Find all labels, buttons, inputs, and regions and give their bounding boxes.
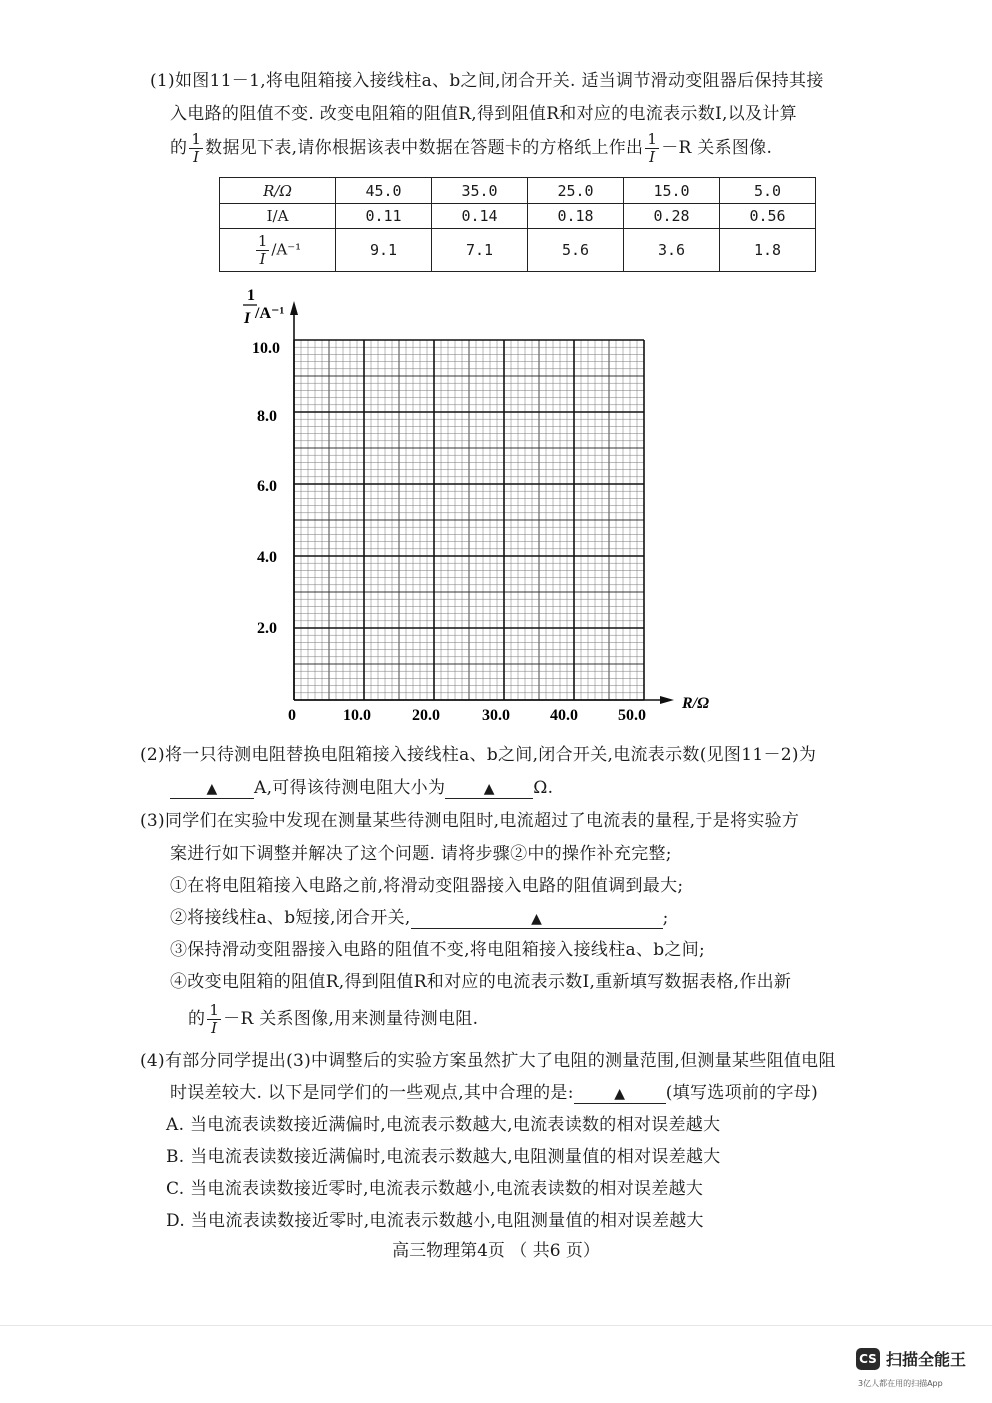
- fraction-one-over-i: $\frac{1}{I}$: [647, 130, 658, 166]
- x-tick-label: 50.0: [618, 707, 646, 724]
- table-cell: 0.11: [336, 204, 432, 229]
- table-cell: 0.18: [528, 204, 624, 229]
- y-tick-label: 10.0: [252, 340, 280, 357]
- table-cell: 9.1: [336, 229, 432, 272]
- answer-blank-current[interactable]: [170, 778, 254, 799]
- answer-blank-choice[interactable]: [574, 1083, 666, 1104]
- q2-line-2-text: A,可得该待测电阻大小为: [254, 778, 446, 798]
- q1-line-3-mid: 数据见下表,请你根据该表中数据在答题卡的方格纸上作出: [205, 138, 644, 158]
- table-cell: 5.6: [528, 229, 624, 272]
- q1-line-3-pre: 的: [170, 138, 188, 158]
- q3-step-2: [170, 903, 669, 929]
- table-cell: 5.0: [720, 178, 816, 204]
- table-cell: 25.0: [528, 178, 624, 204]
- fraction-one-over-i: $\frac{1}{I}$: [209, 1001, 220, 1037]
- q3-step-2-end: ;: [662, 908, 669, 928]
- watermark-name: 扫描全能王: [886, 1350, 967, 1369]
- watermark-tagline: 3亿人都在用的扫描App: [858, 1379, 943, 1388]
- x-axis-label: R/Ω: [682, 695, 710, 712]
- fine-grid: [294, 340, 644, 700]
- y-tick-label: 2.0: [257, 620, 277, 637]
- x-tick-label: 20.0: [412, 707, 440, 724]
- q4-line-2: 时误差较大. 以下是同学们的一些观点,其中合理的是: ▲ (填写选项前的字母): [170, 1083, 819, 1103]
- graph-paper: [230, 285, 730, 730]
- q1-line-3-post: －R 关系图像.: [661, 138, 773, 158]
- q3-line-1: (3)同学们在实验中发现在测量某些待测电阻时,电流超过了电流表的量程,于是将实验方: [140, 811, 800, 831]
- y-axis-arrow-icon: [290, 301, 298, 315]
- row-header-inverse-i: $\frac{1}{I}$ /A⁻¹: [220, 229, 336, 272]
- table-row: [220, 204, 816, 229]
- page-footer: 高三物理第4页 （ 共6 页）: [392, 1241, 600, 1261]
- scanner-watermark: [856, 1347, 966, 1370]
- page-bottom-divider: [0, 1325, 992, 1326]
- q1-line-2: 入电路的阻值不变. 改变电阻箱的阻值R,得到阻值R和对应的电流表示数I,以及计算: [170, 104, 797, 124]
- y-axis-label-unit: /A⁻¹: [255, 305, 285, 322]
- table-cell: 15.0: [624, 178, 720, 204]
- y-axis-label-den: I: [244, 310, 251, 327]
- option-c: C. 当电流表读数接近零时,电流表示数越小,电流表读数的相对误差越大: [166, 1179, 704, 1199]
- q3-step-4b: 的 $\frac{1}{I}$ －R 关系图像,用来测量待测电阻.: [188, 1001, 479, 1037]
- x-tick-label: 40.0: [550, 707, 578, 724]
- table-row: [220, 178, 816, 204]
- y-tick-label: 4.0: [257, 549, 277, 566]
- y-axis-label-num: 1: [247, 287, 255, 304]
- x-tick-label: 30.0: [482, 707, 510, 724]
- x-tick-label: 0: [288, 707, 296, 724]
- answer-marker-icon: ▲: [614, 1086, 626, 1102]
- option-d: D. 当电流表读数接近零时,电流表示数越小,电阻测量值的相对误差越大: [166, 1211, 704, 1231]
- data-table: [219, 177, 816, 272]
- q2-line-2-unit: Ω.: [533, 778, 554, 798]
- x-axis-arrow-icon: [660, 696, 674, 704]
- x-tick-label: 10.0: [343, 707, 371, 724]
- camscanner-logo-icon: CS: [856, 1348, 880, 1370]
- fraction-one-over-i: $\frac{1}{I}$: [191, 130, 202, 166]
- q1-line-3: [170, 132, 772, 165]
- answer-blank-step2[interactable]: [411, 908, 663, 929]
- y-tick-label: 6.0: [257, 478, 277, 495]
- q3-line-2: 案进行如下调整并解决了这个问题. 请将步骤②中的操作补充完整;: [170, 844, 672, 864]
- q3-step-2-text: ②将接线柱a、b短接,闭合开关,: [170, 908, 411, 928]
- q2-line-2: [170, 773, 553, 799]
- q2-line-1: (2)将一只待测电阻替换电阻箱接入接线柱a、b之间,闭合开关,电流表示数(见图11－2)为: [140, 745, 817, 765]
- table-cell: 35.0: [432, 178, 528, 204]
- y-tick-label: 8.0: [257, 408, 277, 425]
- answer-marker-icon: ▲: [206, 781, 218, 797]
- table-row: [220, 229, 816, 272]
- row-header-r: R/Ω: [220, 178, 336, 204]
- option-a: A. 当电流表读数接近满偏时,电流表示数越大,电流表读数的相对误差越大: [166, 1115, 721, 1135]
- table-cell: 0.56: [720, 204, 816, 229]
- table-cell: 1.8: [720, 229, 816, 272]
- table-cell: 0.28: [624, 204, 720, 229]
- table-cell: 3.6: [624, 229, 720, 272]
- table-cell: 0.14: [432, 204, 528, 229]
- fraction-one-over-i: $\frac{1}{I}$: [257, 231, 268, 268]
- q4-line-1: (4)有部分同学提出(3)中调整后的实验方案虽然扩大了电阻的测量范围,但测量某些阻值电阻: [140, 1051, 836, 1071]
- table-cell: 7.1: [432, 229, 528, 272]
- answer-marker-icon: ▲: [483, 781, 495, 797]
- answer-blank-resistance[interactable]: [445, 778, 533, 799]
- option-b: B. 当电流表读数接近满偏时,电流表示数越大,电阻测量值的相对误差越大: [166, 1147, 721, 1167]
- q3-step-3: ③保持滑动变阻器接入电路的阻值不变,将电阻箱接入接线柱a、b之间;: [170, 940, 706, 960]
- q3-step-4: ④改变电阻箱的阻值R,得到阻值R和对应的电流表示数I,重新填写数据表格,作出新: [170, 972, 792, 992]
- table-cell: 45.0: [336, 178, 432, 204]
- q1-line-1: (1)如图11－1,将电阻箱接入接线柱a、b之间,闭合开关. 适当调节滑动变阻器后保持其接: [150, 71, 824, 91]
- answer-marker-icon: ▲: [531, 911, 543, 927]
- row-header-i: I/A: [220, 204, 336, 229]
- q3-step-1: ①在将电阻箱接入电路之前,将滑动变阻器接入电路的阻值调到最大;: [170, 876, 684, 896]
